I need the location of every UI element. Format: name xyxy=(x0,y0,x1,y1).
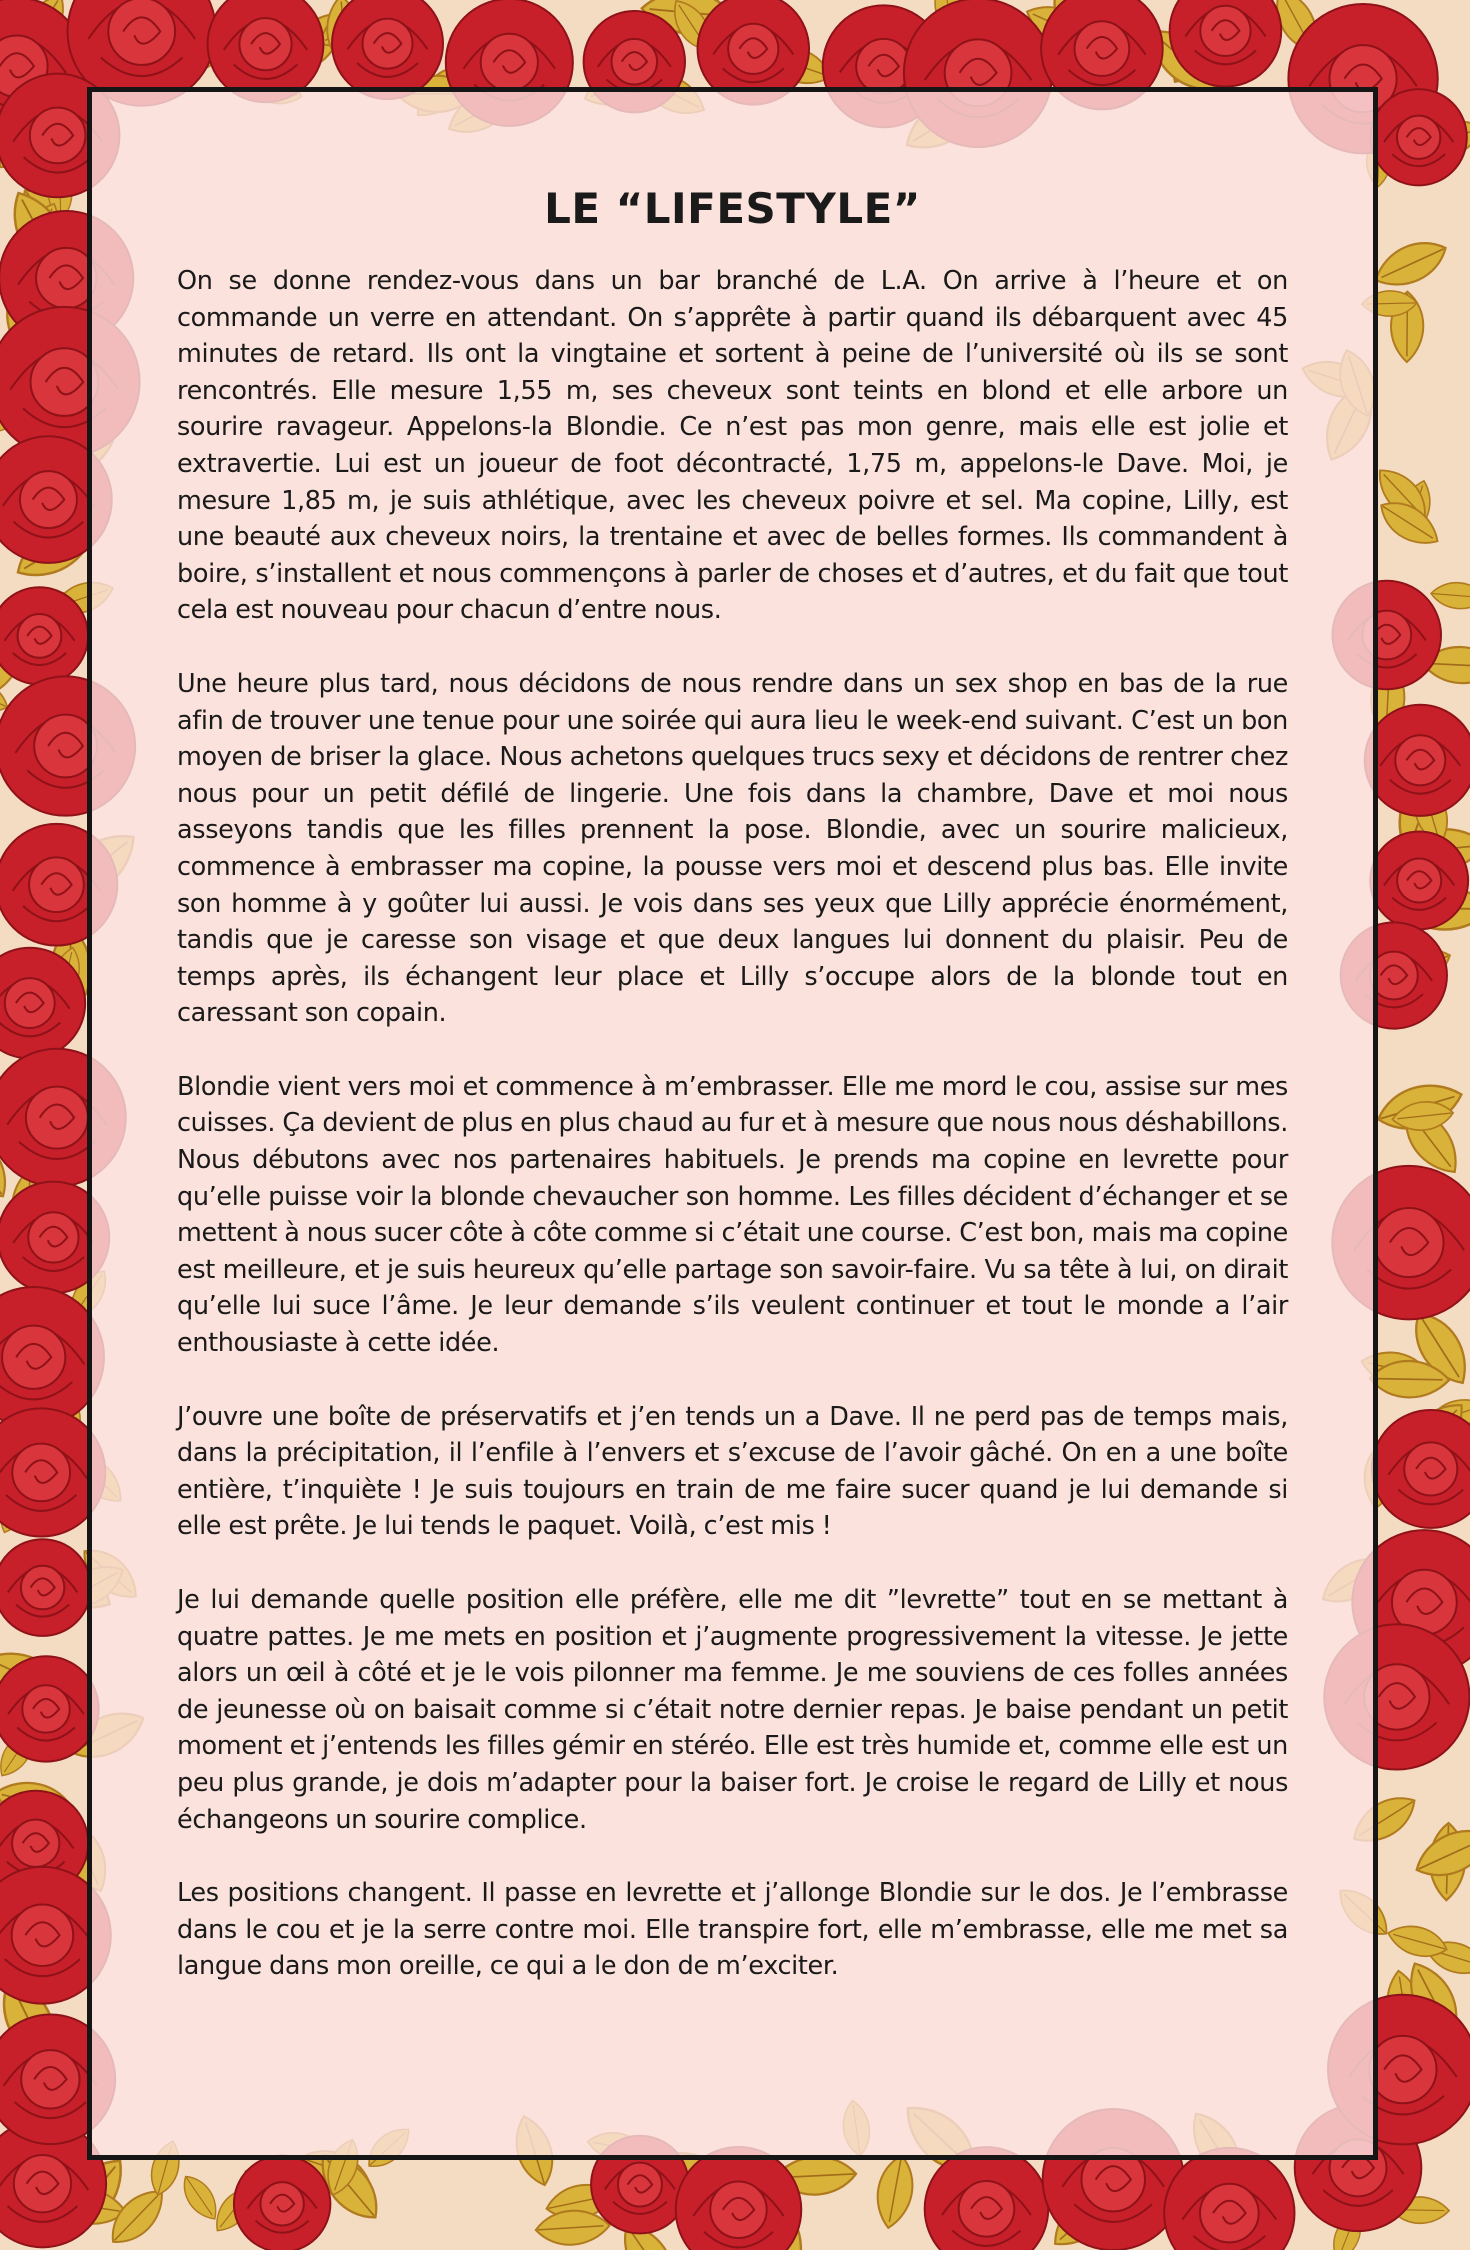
paragraph: J’ouvre une boîte de préservatifs et j’en tends un a Dave. Il ne perd pas de temps mais, dans la précipitation, il l’enfile à l’envers et s’excuse de l’avoir gâché. On en a une boîte entière, t’inquiète ! Je suis toujours en train de me faire sucer quand je lui demande si elle est prête. Je lui tends le paquet. Voilà, c’est mis ! xyxy=(177,1401,1288,1542)
paragraph: Je lui demande quelle position elle préfère, elle me dit ”levrette” tout en se mettant à quatre pattes. Je me mets en position et j’augmente progressivement la vitesse. Je jette alors un œil à côté et je le vois pilonner ma femme. Je me souviens de ces folles années de jeunesse où on baisait comme si c’était notre dernier repas. Je baise pendant un petit moment et j’entends les filles gémir en stéréo. Elle est très humide et, comme elle est un peu plus grande, je dois m’adapter pour la baiser fort. Je croise le regard de Lilly et nous échangeons un sourire complice. xyxy=(177,1585,1288,1835)
article xyxy=(177,184,1288,2022)
paragraph: On se donne rendez-vous dans un bar branché de L.A. On arrive à l’heure et on commande un verre en attendant. On s’apprête à partir quand ils débarquent avec 45 minutes de retard. Ils ont la vingtaine et sortent à peine de l’université où ils se sont rencontrés. Elle mesure 1,55 m, ses cheveux sont teints en blond et elle arbore un sourire ravageur. Appelons-la Blondie. Ce n’est pas mon genre, mais elle est jolie et extravertie. Lui est un joueur de foot décontracté, 1,75 m, appelons-le Dave. Moi, je mesure 1,85 m, je suis athlétique, avec les cheveux poivre et sel. Ma copine, Lilly, est une beauté aux cheveux noirs, la trentaine et avec de belles formes. Ils commandent à boire, s’installent et nous commençons à parler de choses et d’autres, et du fait que tout cela est nouveau pour chacun d’entre nous. xyxy=(177,266,1288,626)
text-panel xyxy=(87,87,1378,2160)
paragraph: Blondie vient vers moi et commence à m’embrasser. Elle me mord le cou, assise sur mes cuisses. Ça devient de plus en plus chaud au fur et à mesure que nous nous déshabillons. Nous débutons avec nos partenaires habituels. Je prends ma copine en levrette pour qu’elle puisse voir la blonde chevaucher son homme. Les filles décident d’échanger et se mettent à nous sucer côte à côte comme si c’était une course. C’est bon, mais ma copine est meilleure, et je suis heureux qu’elle partage son savoir-faire. Vu sa tête à lui, on dirait qu’elle lui suce l’âme. Je leur demande s’ils veulent continuer et tout le monde a l’air enthousiaste à cette idée. xyxy=(177,1071,1288,1359)
page-title: LE “LIFESTYLE” xyxy=(544,184,921,233)
paragraph: Une heure plus tard, nous décidons de nous rendre dans un sex shop en bas de la rue afin de trouver une tenue pour une soirée qui aura lieu le week-end suivant. C’est un bon moyen de briser la glace. Nous achetons quelques trucs sexy et décidons de rentrer chez nous pour un petit défilé de lingerie. Une fois dans la chambre, Dave et moi nous asseyons tandis que les filles prennent la pose. Blondie, avec un sourire malicieux, commence à embrasser ma copine, la pousse vers moi et descend plus bas. Elle invite son homme à y goûter lui aussi. Je vois dans ses yeux que Lilly apprécie énormément, tandis que je caresse son visage et que deux langues lui donnent du plaisir. Peu de temps après, ils échangent leur place et Lilly s’occupe alors de la blonde tout en caressant son copain. xyxy=(177,668,1288,1029)
paragraph: Les positions changent. Il passe en levrette et j’allonge Blondie sur le dos. Je l’embrasse dans le cou et je la serre contre moi. Elle transpire fort, elle m’embrasse, elle me met sa langue dans mon oreille, ce qui a le don de m’exciter. xyxy=(177,1878,1288,1982)
